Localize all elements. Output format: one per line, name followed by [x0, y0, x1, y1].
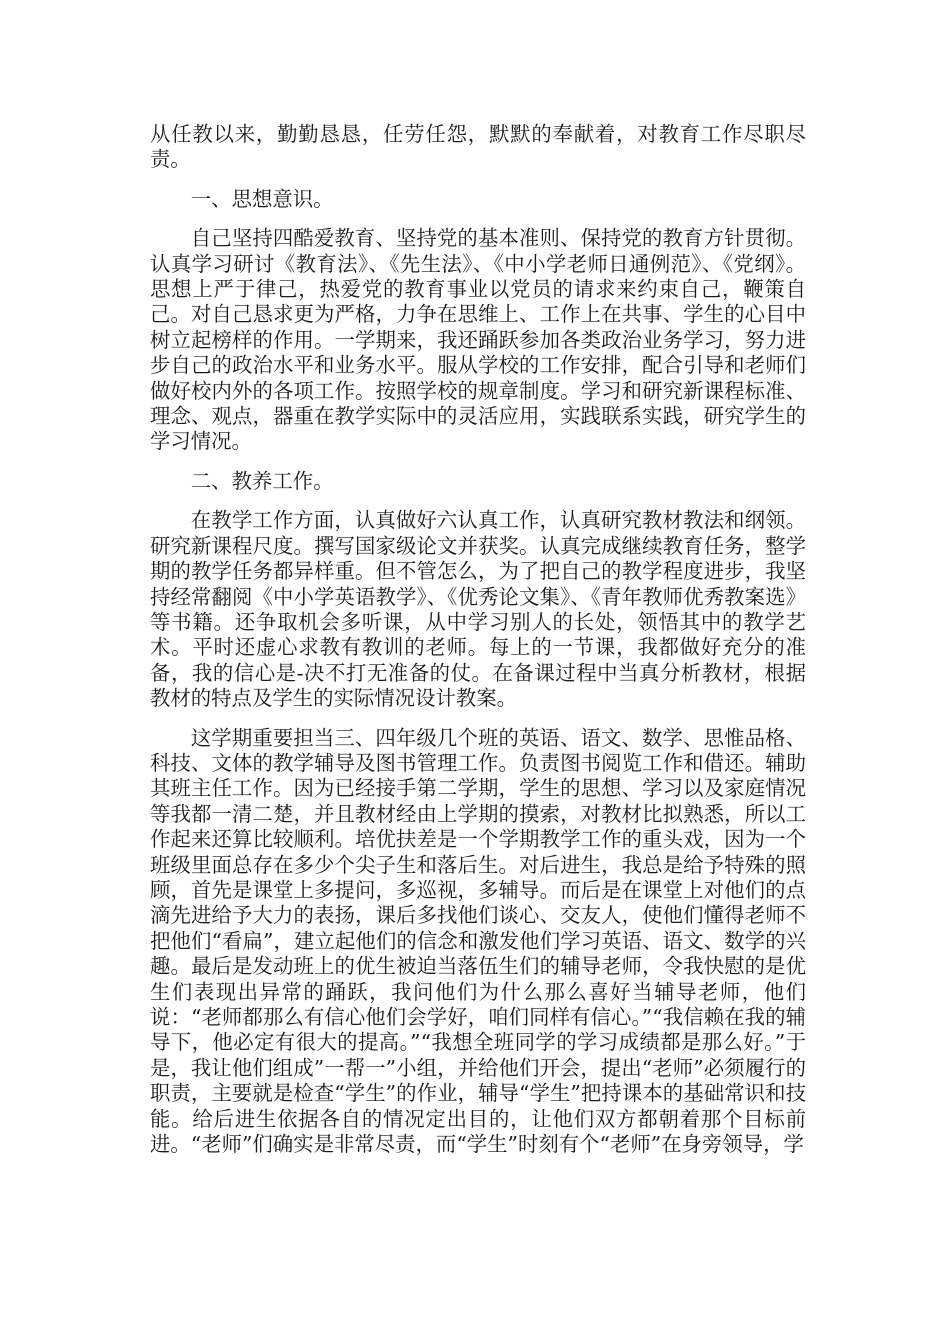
paragraph-ideology: 自己坚持四酷爱教育、坚持党的基本准则、保持党的教育方针贯彻。认真学习研讨《教育法》、《先生法》、《中小学老师日通例范》、《党纲》。思想上严于律己，热爱党的教育事业以党员的请求来约束自己，鞭策自己。对自己恳求更为严格，力争在思维上、工作上在共事、学生的心目中树立起榜样的作用。一学期来，我还踊跃参加各类政治业务学习，努力进步自己的政治水平和业务水平。服从学校的工作安排，配合引导和老师们做好校内外的各项工作。按照学校的规章制度。学习和研究新课程标准、理念、观点，器重在教学实际中的灵活应用，实践联系实践，研究学生的学习情况。	[150, 226, 806, 454]
section-heading-ideology: 一、思想意识。	[190, 186, 334, 211]
paragraph-teaching: 在教学工作方面，认真做好六认真工作，认真研究教材教法和纲领。研究新课程尺度。撰写国家级论文并获奖。认真完成继续教育任务，整学期的教学任务都异样重。但不管怎么，为了把自己的教学程度进步，我坚持经常翻阅《中小学英语教学》、《优秀论文集》、《青年教师优秀教案选》等书籍。还争取机会多听课，从中学习别人的长处，领悟其中的教学艺术。平时还虚心求教有教训的老师。每上的一节课，我都做好充分的准备，我的信心是-决不打无准备的仗。在备课过程中当真分析教材，根据教材的特点及学生的实际情况设计教案。	[150, 508, 806, 711]
paragraph-intro: 从任教以来，勤勤恳恳，任劳任怨，默默的奉献着，对教育工作尽职尽责。	[150, 122, 806, 172]
document-page	[150, 122, 806, 1157]
section-heading-teaching: 二、教养工作。	[190, 468, 334, 493]
paragraph-semester-duties: 这学期重要担当三、四年级几个班的英语、语文、数学、思惟品格、科技、文体的教学辅导及图书管理工作。负责图书阅览工作和借还。辅助其班主任工作。因为已经接手第二学期，学生的思想、学习以及家庭情况等我都一清二楚，并且教材经由上学期的摸索，对教材比拟熟悉，所以工作起来还算比较顺利。培优扶差是一个学期教学工作的重头戏，因为一个班级里面总存在多少个尖子生和落后生。对后进生，我总是给予特殊的照顾，首先是课堂上多提问，多巡视，多辅导。而后是在课堂上对他们的点滴先进给予大力的表扬，课后多找他们谈心、交友人，使他们懂得老师不把他们“看扁”，建立起他们的信念和激发他们学习英语、语文、数学的兴趣。最后是发动班上的优生被迫当落伍生们的辅导老师，令我快慰的是优生们表现出异常的踊跃，我问他们为什么那么喜好当辅导老师，他们说：“老师都那么有信心他们会学好，咱们同样有信心。”“我信赖在我的辅导下，他必定有很大的提高。”“我想全班同学的学习成绩都是那么好。”于是，我让他们组成”一帮一”小组，并给他们开会，提出“老师”必须履行的职责，主要就是检查“学生”的作业，辅导“学生”把持课本的基础常识和技能。给后进生依据各自的情况定出目的，让他们双方都朝着那个目标前进。“老师”们确实是非常尽责，而“学生”时刻有个“老师”在身旁领导，学	[150, 725, 806, 1157]
